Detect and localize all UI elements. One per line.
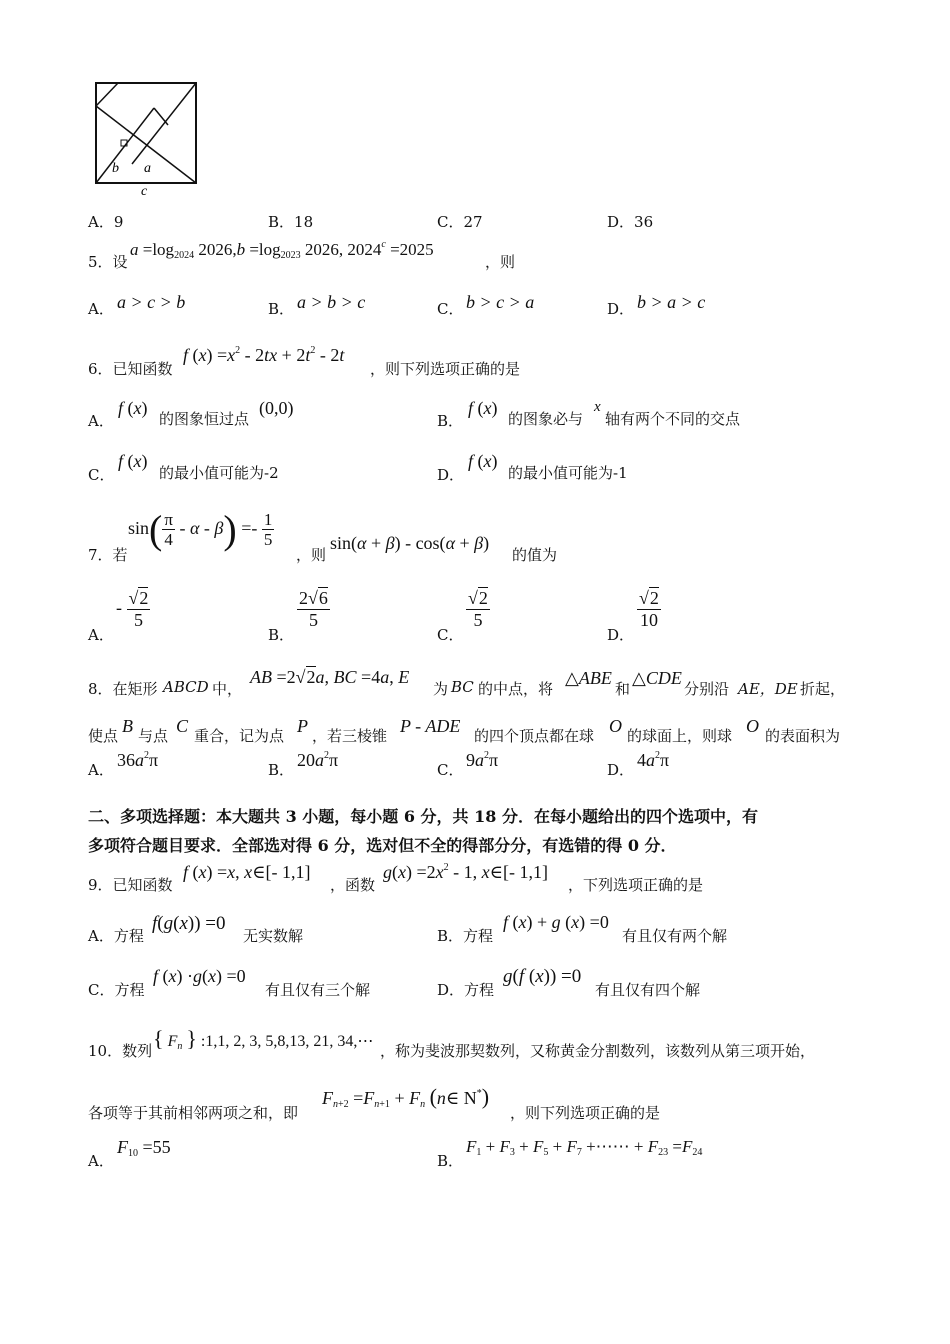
q7-option-a-label: A． — [88, 626, 114, 644]
q7-option-c-label: C． — [437, 626, 464, 644]
q6-option-b-x: x — [594, 399, 601, 415]
q7-option-b-label: B． — [268, 626, 295, 644]
q8-point-c: C — [176, 716, 189, 736]
q6-option-a-label: A． — [88, 412, 114, 430]
q8-sphere-o2: O — [746, 716, 759, 736]
q8-sphere-o1: O — [609, 716, 622, 736]
square-diagram — [90, 78, 202, 198]
q10-option-b: $F_1 + F_3 + F_5 + F_7$ +⋯⋯ + $F_{23} =F_{24}$ — [466, 1137, 703, 1158]
q10-option-a-label: A． — [88, 1152, 114, 1170]
q9-option-d-eq: g(f (x)) =0 — [503, 966, 582, 987]
q9-option-b-eq: f (x) + g (x) =0 — [503, 912, 609, 932]
q7-number: 7．若 — [88, 546, 128, 564]
q8-ae-de: AE，DE — [738, 680, 798, 698]
q5-option-a-label: A． — [88, 300, 114, 318]
q9-mid: ，函数 — [330, 876, 376, 894]
q4-option-c: C．27 — [437, 213, 483, 231]
q5-number: 5．设 — [88, 253, 128, 271]
q8-pyramid-text: ，若三棱锥 — [312, 727, 388, 745]
q8-line2-start: 使点 — [88, 727, 119, 745]
q9-option-b-text: 有且仅有两个解 — [622, 927, 728, 945]
q9-option-c-text: 有且仅有三个解 — [265, 981, 371, 999]
q5-option-c: b > c > a — [466, 292, 535, 312]
q5-option-b: a > b > c — [297, 292, 366, 312]
q8-triangle-abe: △ABE — [565, 668, 612, 688]
q5-option-a: a > c > b — [117, 292, 186, 312]
q8-option-a: $36a^2\pi$ — [117, 750, 159, 770]
q8-bc: BC — [451, 678, 474, 696]
q5-tail: ，则 — [485, 253, 516, 271]
q9-number: 9．已知函数 — [88, 876, 173, 894]
q9-option-d-label: D．方程 — [437, 981, 495, 999]
q7-mid: ，则 — [296, 546, 327, 564]
q8-fold: 折起， — [800, 680, 846, 698]
section2-line2: 多项符合题目要求．全部选对得 6 分，选对但不全的得部分分，有选错的得 0 分． — [88, 836, 677, 855]
q5-option-d: b > a > c — [637, 292, 706, 312]
q7-option-c: $\frac{√2}{5}$ — [468, 588, 488, 630]
q8-pyramid: P - ADE — [400, 716, 461, 736]
label-b: b — [112, 161, 119, 176]
q7-expression: sin(α + β) - cos(α + β) — [330, 533, 490, 553]
q6-function: f $(x) =x^2 - 2tx + 2t^2 - 2t$ — [183, 345, 345, 365]
q8-he: 和 — [615, 680, 631, 698]
q4-option-d: D．36 — [607, 213, 654, 231]
q6-option-b-text2: 轴有两个不同的交点 — [605, 410, 741, 428]
q8-option-a-label: A． — [88, 761, 114, 779]
q8-triangle-cde: △CDE — [632, 668, 682, 688]
q6-option-d-fx: f (x) — [468, 451, 498, 471]
q7-option-a: - $\frac{√2}{5}$ — [116, 588, 149, 630]
q8-option-c-label: C． — [437, 761, 464, 779]
q8-option-d: $4a^2\pi$ — [637, 750, 670, 770]
q8-abcd: ABCD — [163, 678, 209, 696]
q9-option-b-label: B．方程 — [437, 927, 494, 945]
q8-option-d-label: D． — [607, 761, 635, 779]
label-c: c — [141, 184, 148, 198]
q8-option-b-label: B． — [268, 761, 295, 779]
q8-midpoint-text: 的中点，将 — [478, 680, 554, 698]
q8-line1-start: 8．在矩形 — [88, 680, 158, 698]
label-a: a — [144, 161, 151, 176]
q8-wei: 为 — [433, 680, 449, 698]
q10-number: 10．数列 — [88, 1042, 153, 1060]
q6-option-c-label: C． — [88, 466, 115, 484]
q7-tail: 的值为 — [512, 546, 558, 564]
q6-option-b-text1: 的图象必与 — [508, 410, 584, 428]
q6-option-a-text: 的图象恒过点 — [159, 410, 250, 428]
q6-option-a-point: (0,0) — [259, 398, 294, 418]
q6-option-a-fx: f (x) — [118, 398, 148, 418]
q5-option-c-label: C． — [437, 300, 464, 318]
q8-point-b: B — [122, 716, 133, 736]
q7-condition: sin( $\frac{\pi}{4}$ - α - β) =- $\frac{1}{5}$ — [128, 507, 273, 552]
q8-yudian: 与点 — [138, 727, 169, 745]
q7-option-d: $\frac{√2}{10}$ — [639, 588, 659, 630]
q10-line2-start: 各项等于其前相邻两项之和，即 — [88, 1104, 299, 1122]
q9-g: $g(x) =2x^2 - 1$, x∈[- 1,1] — [383, 862, 548, 882]
q10-option-a: $F_{10} =55$ — [117, 1137, 171, 1159]
q5-option-d-label: D． — [607, 300, 635, 318]
q8-point-p: P — [297, 716, 308, 736]
q8-option-c: $9a^2\pi$ — [466, 750, 499, 770]
q9-option-c-label: C．方程 — [88, 981, 145, 999]
q10-recurrence: $F_{n+2} =F_{n+1} + F_n$ (n∈ N*) — [322, 1084, 490, 1110]
q6-option-b-fx: f (x) — [468, 398, 498, 418]
q8-sphere-text: 的四个顶点都在球 — [474, 727, 595, 745]
q9-option-c-eq: f (x) ·g(x) =0 — [153, 966, 246, 986]
q5-option-b-label: B． — [268, 300, 295, 318]
q9-option-d-text: 有且仅有四个解 — [595, 981, 701, 999]
q8-surface-text: 的球面上，则球 — [627, 727, 733, 745]
q9-f: f (x) =x, x∈[- 1,1] — [183, 862, 311, 882]
q8-option-b: $20a^2\pi$ — [297, 750, 339, 770]
q9-option-a-label: A．方程 — [88, 927, 144, 945]
q8-chonghe: 重合，记为点 — [194, 727, 285, 745]
q10-sequence: { $F_n$ } :1,1, 2, 3, 5,8,13, 21, 34,⋯ — [153, 1026, 374, 1052]
q7-option-d-label: D． — [607, 626, 635, 644]
q8-area-text: 的表面积为 — [765, 727, 841, 745]
q4-option-a: A．9 — [88, 213, 124, 231]
q9-option-a-text: 无实数解 — [243, 927, 304, 945]
q6-tail: ，则下列选项正确的是 — [370, 360, 521, 378]
q4-option-b: B．18 — [268, 213, 314, 231]
q10-option-b-label: B． — [437, 1152, 464, 1170]
q6-option-d-text: 的最小值可能为-1 — [508, 464, 628, 482]
q6-option-c-fx: f (x) — [118, 451, 148, 471]
q10-line2-tail: ，则下列选项正确的是 — [510, 1104, 661, 1122]
q6-option-d-label: D． — [437, 466, 465, 484]
q5-expression: $a =\log_{2024}$ $2026,b =\log_{2023}$ 2026, $2024^c =2025$ — [130, 239, 434, 261]
section2-line1: 二、多项选择题：本大题共 3 小题，每小题 6 分，共 18 分．在每小题给出的四个选项中，有 — [88, 807, 758, 826]
q8-line1-zhong: 中， — [212, 680, 243, 698]
q9-tail: ，下列选项正确的是 — [568, 876, 704, 894]
q6-option-c-text: 的最小值可能为-2 — [159, 464, 279, 482]
q8-lengths: AB =2√2a, BC =4a, E — [250, 667, 410, 687]
q10-line1-tail: ，称为斐波那契数列，又称黄金分割数列，该数列从第三项开始， — [380, 1042, 816, 1060]
q7-option-b: $\frac{2√6}{5}$ — [299, 588, 328, 630]
q9-option-a-eq: f(g(x)) =0 — [152, 913, 226, 934]
q6-number: 6．已知函数 — [88, 360, 173, 378]
q6-option-b-label: B． — [437, 412, 464, 430]
q8-fenbie: 分别沿 — [684, 680, 730, 698]
